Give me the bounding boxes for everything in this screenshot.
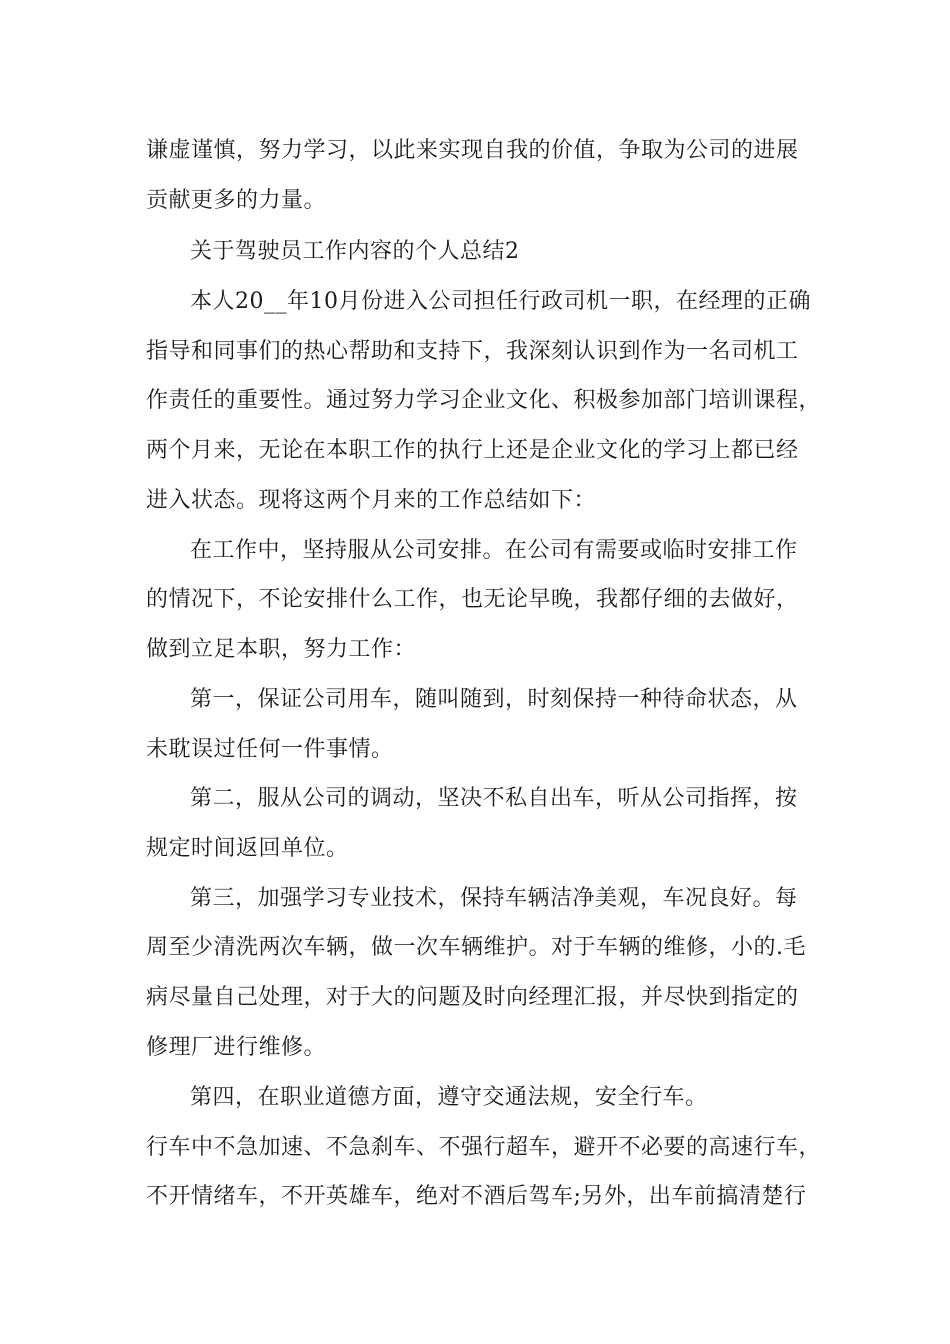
text-line: 的情况下，不论安排什么工作，也无论早晚，我都仔细的去做好，: [146, 587, 799, 612]
text-line: 未耽误过任何一件事情。: [146, 737, 394, 762]
text-line: 进入状态。现将这两个月来的工作总结如下：: [146, 488, 597, 513]
text-line: 在工作中，坚持服从公司安排。在公司有需要或临时安排工作: [190, 538, 798, 563]
text-line: 周至少清洗两次车辆，做一次车辆维护。对于车辆的维修，小的.毛: [146, 935, 806, 960]
text-line: 修理厂进行维修。: [146, 1035, 327, 1060]
text-line: 规定时间返回单位。: [146, 836, 349, 861]
text-line: 贡献更多的力量。: [146, 188, 327, 213]
section-heading: 关于驾驶员工作内容的个人总结2: [190, 239, 520, 264]
text-line: 不开情绪车，不开英雄车，绝对不酒后驾车;另外，出车前搞清楚行: [146, 1184, 807, 1209]
text-line: 作责任的重要性。通过努力学习企业文化、积极参加部门培训课程，: [146, 388, 822, 413]
text-line: 第四，在职业道德方面，遵守交通法规，安全行车。: [190, 1085, 708, 1110]
text-line: 做到立足本职，努力工作：: [146, 637, 417, 662]
text-line: 行车中不急加速、不急刹车、不强行超车，避开不必要的高速行车，: [146, 1135, 822, 1160]
text-line: 谦虚谨慎，努力学习，以此来实现自我的价值，争取为公司的进展: [146, 138, 799, 163]
text-line: 第一，保证公司用车，随叫随到，时刻保持一种待命状态，从: [190, 687, 798, 712]
text-line: 第二，服从公司的调动，坚决不私自出车，听从公司指挥，按: [190, 786, 798, 811]
text-line: 本人20__年10月份进入公司担任行政司机一职，在经理的正确: [190, 289, 811, 314]
text-line: 指导和同事们的热心帮助和支持下，我深刻认识到作为一名司机工: [146, 339, 799, 364]
text-line: 病尽量自己处理，对于大的问题及时向经理汇报，并尽快到指定的: [146, 985, 799, 1010]
text-line: 第三，加强学习专业技术，保持车辆洁净美观，车况良好。每: [190, 886, 798, 911]
text-line: 两个月来，无论在本职工作的执行上还是企业文化的学习上都已经: [146, 438, 799, 463]
